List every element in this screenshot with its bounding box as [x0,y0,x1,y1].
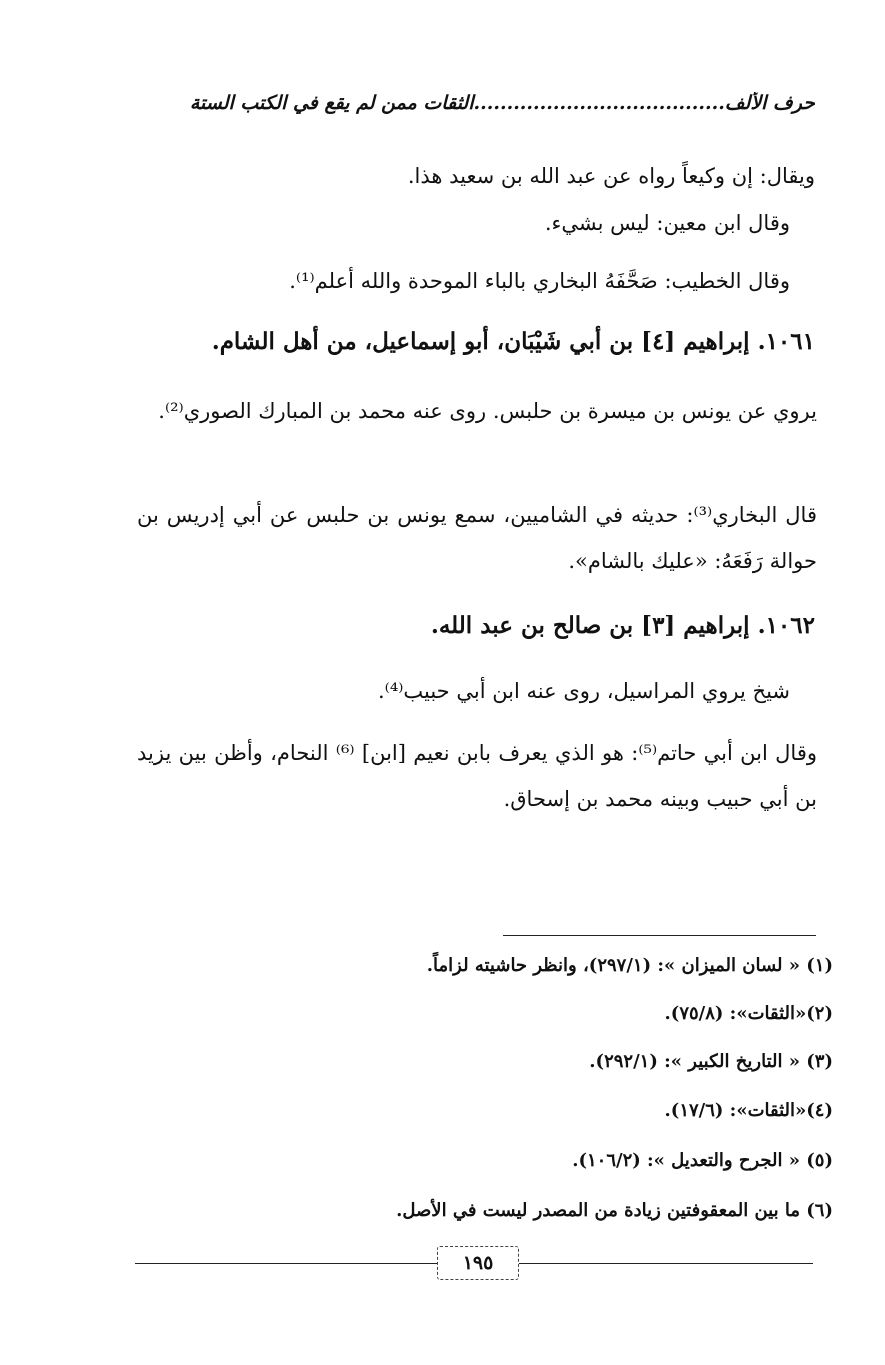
entry-heading-1062: ١٠٦٢. إبراهيم [٣] بن صالح بن عبد الله. [430,612,815,639]
paragraph-2: وقال ابن معين: ليس بشيء. [544,211,790,235]
header-book-title: الثقات ممن لم يقع في الكتب الستة [189,92,474,114]
footnote-1: (١) « لسان الميزان »: (٢٩٧/١)، وانظر حاشيته لزاماً. [426,955,833,976]
header-chapter: حرف الألف [724,92,815,114]
paragraph-6: شيخ يروي المراسيل، روى عنه ابن أبي حبيب⁽⁴⁾. [377,679,790,703]
paragraph-3: وقال الخطيب: صَحَّفَهُ البخاري بالباء الموحدة والله أعلم⁽¹⁾. [289,269,790,293]
header-dots: ...................................... [473,92,725,114]
paragraph-1: ويقال: إن وكيعاً رواه عن عبد الله بن سعيد هذا. [407,164,815,188]
paragraph-5: قال البخاري⁽³⁾: حديثه في الشاميين، سمع يونس بن حلبس عن أبي إدريس بن حوالة رَفَعَهُ: «عليك بالشام». [137,503,817,573]
bottom-rule-right [517,1263,813,1264]
footnote-3: (٣) « التاريخ الكبير »: (٢٩٢/١). [589,1051,833,1072]
paragraph-4: يروي عن يونس بن ميسرة بن حلبس. روى عنه محمد بن المبارك الصوري⁽²⁾. [158,399,817,423]
footnote-6: (٦) ما بين المعقوفتين زيادة من المصدر ليست في الأصل. [396,1200,833,1221]
running-header [160,92,815,114]
footnote-5: (٥) « الجرح والتعديل »: (١٠٦/٢). [572,1150,833,1171]
paragraph-7: وقال ابن أبي حاتم⁽⁵⁾: هو الذي يعرف بابن نعيم [ابن] ⁽⁶⁾ النحام، وأظن بين يزيد بن أبي حبيب وبينه محمد بن إسحاق. [137,741,817,811]
bottom-rule-left [135,1263,437,1264]
footnote-separator [503,935,816,936]
entry-heading-1061: ١٠٦١. إبراهيم [٤] بن أبي شَيْبَان، أبو إسماعيل، من أهل الشام. [211,328,815,355]
page-number: ١٩٥ [437,1246,519,1280]
footnote-2: (٢)«الثقات»: (٧٥/٨). [664,1003,833,1024]
footnote-4: (٤)«الثقات»: (١٧/٦). [664,1100,833,1121]
